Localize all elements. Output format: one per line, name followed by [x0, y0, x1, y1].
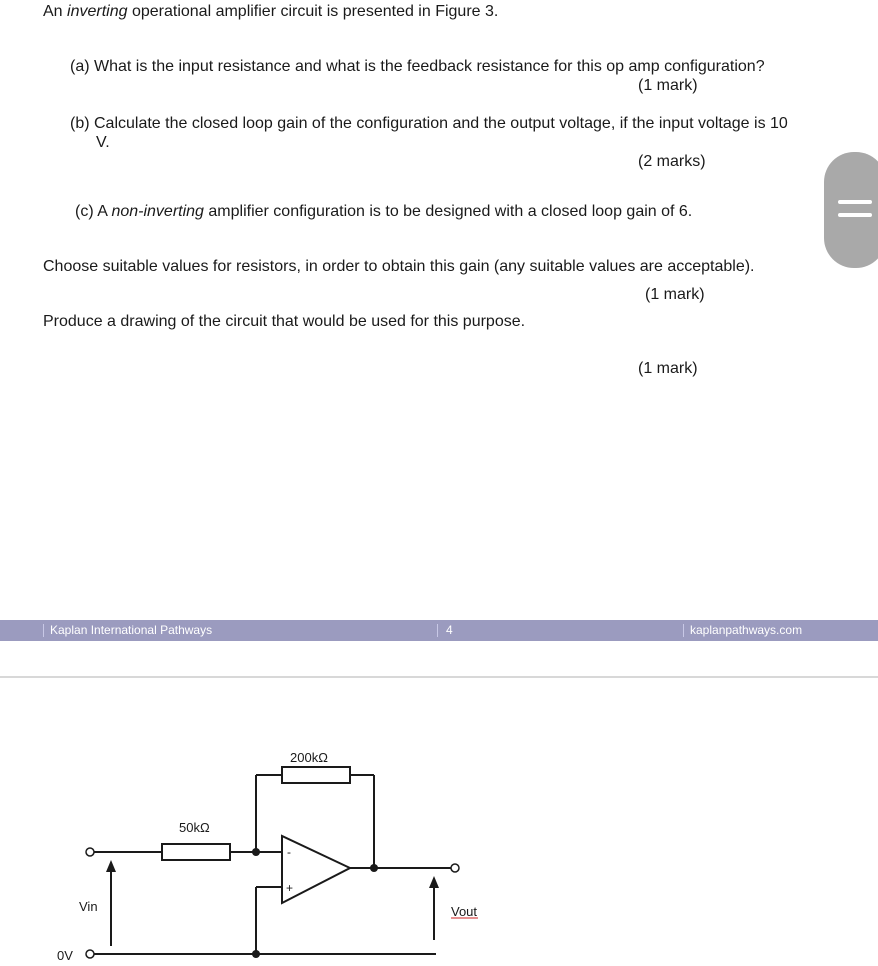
question-b-line2: V.: [96, 134, 110, 151]
footer-page-number: 4: [446, 623, 453, 637]
question-b-marks: (2 marks): [638, 153, 706, 170]
ground-junction: [252, 950, 260, 958]
intro-text: An inverting operational amplifier circuit is presented in Figure 3.: [43, 3, 499, 20]
output-terminal: [451, 864, 459, 872]
footer-right: kaplanpathways.com: [690, 623, 803, 637]
vin-label: Vin: [79, 899, 98, 914]
vout-arrowhead: [429, 876, 439, 888]
input-resistor: [162, 844, 230, 860]
footer-left: Kaplan International Pathways: [50, 623, 213, 637]
input-junction: [252, 848, 260, 856]
vin-arrowhead: [106, 860, 116, 872]
question-b-line1: (b) Calculate the closed loop gain of the configuration and the output voltage, if the input voltage is 10: [70, 115, 788, 132]
page-footer: [0, 620, 878, 641]
question-c: (c) A non-inverting amplifier configuration is to be designed with a closed loop gain of 6.: [75, 203, 693, 220]
drag-handle-icon[interactable]: [824, 152, 878, 268]
question-c-emphasis: non-inverting: [111, 203, 204, 220]
ground-label: 0V: [57, 948, 73, 963]
inverting-input-sign: -: [287, 845, 291, 859]
feedback-resistor-label: 200kΩ: [290, 750, 328, 765]
feedback-resistor: [282, 767, 350, 783]
produce-marks: (1 mark): [638, 360, 698, 377]
inverting-amplifier-figure: [0, 666, 878, 966]
intro-emphasis: inverting: [67, 3, 128, 20]
question-a: (a) What is the input resistance and what is the feedback resistance for this op amp configuration?: [70, 58, 765, 75]
input-resistor-label: 50kΩ: [179, 820, 210, 835]
noninverting-input-sign: +: [286, 881, 294, 895]
output-junction: [370, 864, 378, 872]
input-terminal: [86, 848, 94, 856]
ground-terminal: [86, 950, 94, 958]
vout-label: Vout: [451, 904, 478, 919]
choose-marks: (1 mark): [645, 286, 705, 303]
produce-text: Produce a drawing of the circuit that would be used for this purpose.: [43, 313, 526, 330]
question-a-marks: (1 mark): [638, 77, 698, 94]
choose-text: Choose suitable values for resistors, in order to obtain this gain (any suitable values are acceptable).: [43, 258, 755, 275]
